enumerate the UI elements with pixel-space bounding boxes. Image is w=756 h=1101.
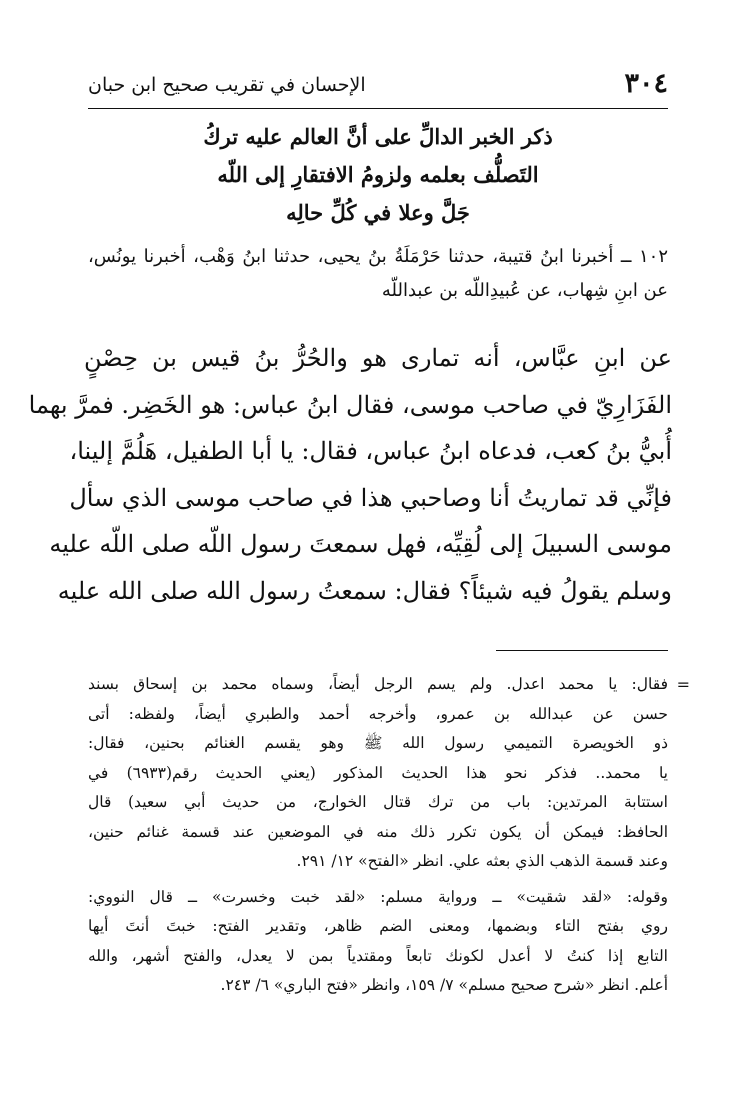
footnote-separator xyxy=(496,650,668,651)
hadith-line: موسى السبيلَ إلى لُقِيِّه، فهل سمعتَ رسول اللّه صلى اللّه عليه xyxy=(49,530,672,558)
footnote-line: أعلم. انظر «شرح صحيح مسلم» ٧/ ١٥٩، وانظر «فتح الباري» ٦/ ٢٤٣. xyxy=(220,976,668,994)
footnote-line: التابع إذا كنتُ لا أعدل لكونك تابعاً ومقتدياً بمن لا يعدل، والفتح أشهر، والله xyxy=(88,946,668,965)
footnote-line: فقال: يا محمد اعدل. ولم يسم الرجل أيضاً، وسماه محمد بن إسحاق بسند xyxy=(88,675,668,693)
hadith-line: أُبيُّ بنُ كعب، فدعاه ابنُ عباس، فقال: يا أبا الطفيل، هَلُمَّ إلينا، xyxy=(69,437,672,465)
footnote-line: وقوله: «لقد شقيت» ــ ورواية مسلم: «لقد خبت وخسرت» ــ قال النووي: xyxy=(88,887,668,906)
hadith-line: وسلم يقولُ فيه شيئاً؟ فقال: سمعتُ رسول الله صلى الله عليه xyxy=(57,576,672,605)
hadith-line: عن ابنِ عبَّاس، أنه تمارى هو والحُرُّ بنُ قيس بن حِصْنٍ xyxy=(84,344,672,372)
footnote-continuation-mark: = xyxy=(676,675,690,694)
chapter-title xyxy=(150,118,606,232)
footnote-block-1 xyxy=(88,670,668,877)
footnote-line: حسن عن عبدالله بن عمرو، وأخرجه أحمد والطبري أيضاً، ولفظه: أتى xyxy=(88,704,668,723)
running-head: الإحسان في تقريب صحيح ابن حبان xyxy=(88,74,366,96)
chapter-title-line-2: التَصلُّف بعلمه ولزومُ الافتقارِ إلى اللّه xyxy=(217,162,539,187)
hadith-text xyxy=(28,335,672,614)
hadith-line: فإنِّي قد تماريتُ أنا وصاحبي هذا في صاحب موسى الذي سأل xyxy=(69,483,672,512)
footnote-line: استتابة المرتدين: باب من ترك قتال الخوارج، من حديث أبي سعيد) قال xyxy=(88,793,668,811)
footnote-line: يا محمد.. فذكر نحو هذا الحديث المذكور (يعني الحديث رقم(٦٩٣٣) في xyxy=(88,763,668,782)
chapter-title-line-1: ذكر الخبر الدالِّ على أنَّ العالم عليه تركُ xyxy=(203,124,553,149)
page-number: ٣٠٤ xyxy=(624,68,668,99)
footnotes xyxy=(88,670,690,1001)
chapter-title-line-3: جَلَّ وعلا في كُلِّ حالِه xyxy=(286,200,470,225)
footnote-block-2 xyxy=(88,883,668,1001)
footnote-line: ذو الخويصرة التميمي رسول الله ﷺ وهو يقسم الغنائم بحنين، فقال: xyxy=(88,734,668,752)
hadith-line: الفَزَارِيّ في صاحب موسى، فقال ابنُ عباس: هو الخَضِر. فمرَّ بهما xyxy=(28,390,672,419)
footnote-line: روي بفتح التاء وبضمها، ومعنى الضم ظاهر، وتقدير الفتح: خبتَ أنتَ أيها xyxy=(88,917,668,935)
page-header xyxy=(88,62,668,109)
footnote-line: وعند قسمة الذهب الذي بعثه علي. انظر «الفتح» ١٢/ ٢٩١. xyxy=(296,852,668,870)
footnote-line: الحافظ: فيمكن أن يكون تكرر ذلك منه في الموضعين عند قسمة غنائم حنين، xyxy=(88,822,668,841)
hadith-isnad: ١٠٢ ــ أخبرنا ابنُ قتيبة، حدثنا حَرْمَلَةُ بنُ يحيى، حدثنا ابنُ وَهْب، أخبرنا يونُس، عن ابنِ شِهاب، عن عُبيدِاللّه بن عبداللّه xyxy=(88,246,668,301)
